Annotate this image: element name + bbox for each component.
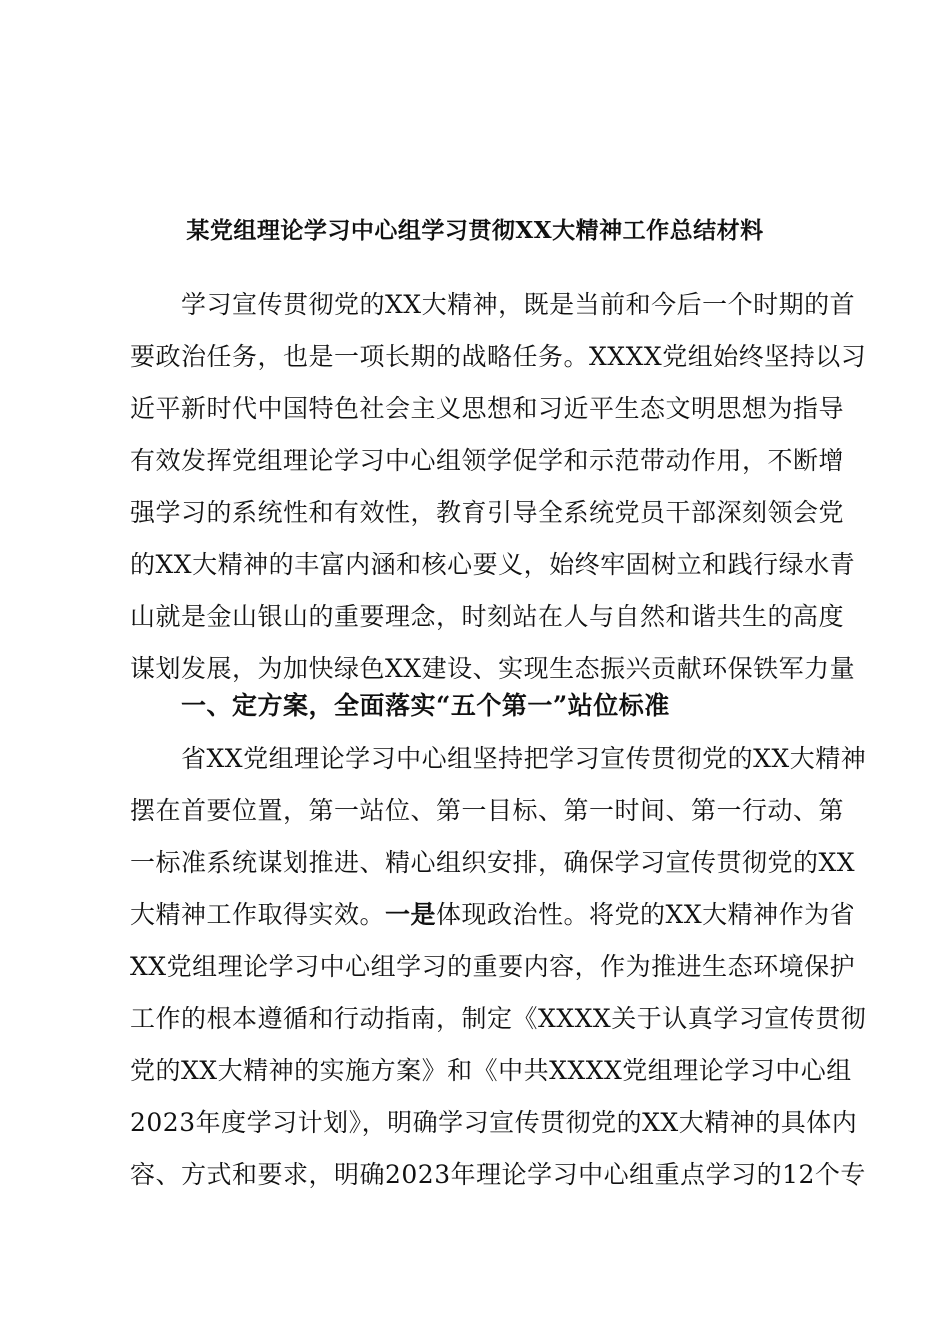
intro-line: 谋划发展，为加快绿色XX建设、实现生态振兴贡献环保铁军力量 [130,654,856,683]
section-line: 工作的根本遵循和行动指南，制定《XXXX关于认真学习宣传贯彻 [130,1004,867,1033]
section-heading: 一、定方案，全面落实“五个第一”站位标准 [181,691,670,720]
section-line: 省XX党组理论学习中心组坚持把学习宣传贯彻党的XX大精神 [181,744,867,773]
intro-line: 有效发挥党组理论学习中心组领学促学和示范带动作用，不断增 [130,446,845,475]
section-line-text: 大精神工作取得实效。 [130,900,386,929]
intro-line: 近平新时代中国特色社会主义思想和习近平生态文明思想为指导 [130,394,845,423]
emphasis-marker: 一是 [385,900,437,929]
section-line: XX党组理论学习中心组学习的重要内容，作为推进生态环境保护 [130,952,856,981]
section-line-text: 体现政治性。将党的XX大精神作为省 [436,900,856,929]
document-title: 某党组理论学习中心组学习贯彻XX大精神工作总结材料 [186,217,764,244]
section-line: 摆在首要位置，第一站位、第一目标、第一时间、第一行动、第 [130,796,845,825]
section-line: 容、方式和要求，明确2023年理论学习中心组重点学习的12个专 [130,1160,866,1189]
section-line [130,889,856,941]
intro-line: 学习宣传贯彻党的XX大精神，既是当前和今后一个时期的首 [181,290,856,319]
section-line: 一标准系统谋划推进、精心组织安排，确保学习宣传贯彻党的XX [130,848,856,877]
intro-line: 要政治任务，也是一项长期的战略任务。XXXX党组始终坚持以习 [130,342,867,371]
intro-line: 的XX大精神的丰富内涵和核心要义，始终牢固树立和践行绿水青 [130,550,856,579]
section-line: 党的XX大精神的实施方案》和《中共XXXX党组理论学习中心组 [130,1056,852,1085]
intro-line: 强学习的系统性和有效性，教育引导全系统党员干部深刻领会党 [130,498,845,527]
section-line: 2023年度学习计划》，明确学习宣传贯彻党的XX大精神的具体内 [130,1108,858,1137]
intro-line: 山就是金山银山的重要理念，时刻站在人与自然和谐共生的高度 [130,602,845,631]
